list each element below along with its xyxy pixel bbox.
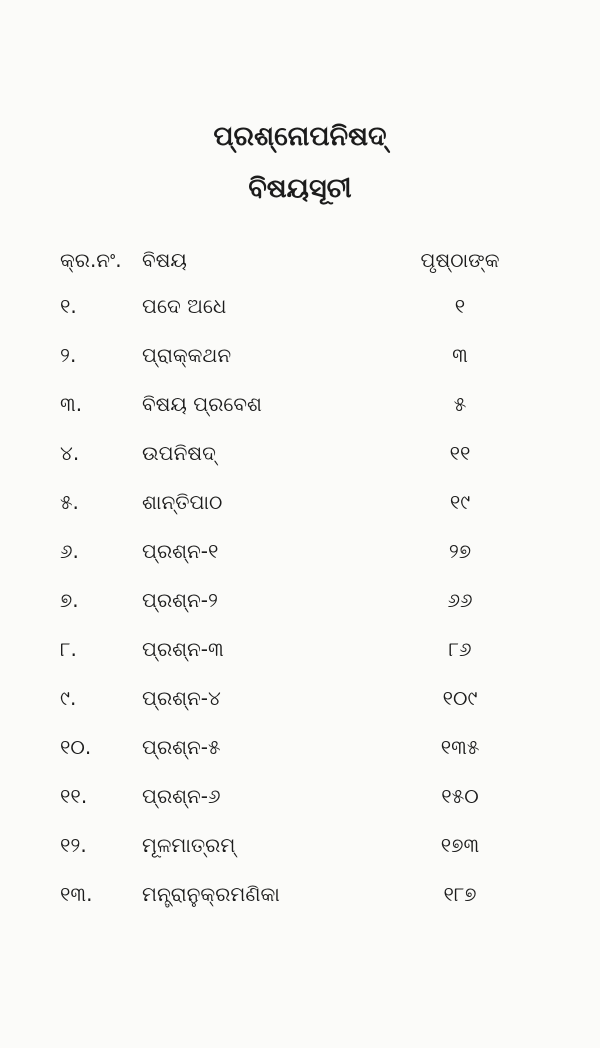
row-page: ୧	[454, 294, 466, 318]
table-row	[0, 436, 600, 470]
table-row	[0, 583, 600, 617]
table-row	[0, 779, 600, 813]
row-subject: ପଦେ ଅଧେ	[142, 294, 227, 318]
table-row	[0, 632, 600, 666]
row-subject: ପ୍ରଶ୍ନ-୪	[142, 686, 221, 710]
row-number: ୧୦.	[60, 735, 92, 759]
row-number: ୮.	[60, 637, 77, 661]
row-page: ୧୭୩	[440, 833, 480, 857]
table-row	[0, 828, 600, 862]
header-number: କ୍ର.ନଂ.	[60, 248, 122, 272]
row-number: ୬.	[60, 539, 79, 563]
row-number: ୪.	[60, 441, 80, 465]
book-title: ପ୍ରଶ୍ନୋପନିଷଦ୍	[213, 121, 387, 152]
table-row	[0, 730, 600, 764]
row-subject: ଉପନିଷଦ୍	[142, 441, 216, 465]
row-page: ୧୯	[449, 490, 471, 514]
header-page: ପୃଷ୍ଠାଙ୍କ	[420, 248, 500, 272]
row-page: ୩	[452, 343, 468, 367]
row-subject: ପ୍ରାକ୍‌କଥନ	[142, 343, 232, 367]
row-subject: ପ୍ରଶ୍ନ-୨	[142, 588, 218, 612]
contents-heading: ବିଷୟସୂଚୀ	[248, 173, 352, 204]
row-subject: ପ୍ରଶ୍ନ-୫	[142, 735, 221, 759]
table-row	[0, 534, 600, 568]
table-row	[0, 338, 600, 372]
table-row	[0, 681, 600, 715]
table-header-row	[0, 243, 600, 277]
row-number: ୩.	[60, 392, 83, 416]
table-row	[0, 289, 600, 323]
row-page: ୮୬	[448, 637, 472, 661]
row-page: ୧୧	[449, 441, 471, 465]
table-row	[0, 485, 600, 519]
row-subject: ପ୍ରଶ୍ନ-୬	[142, 784, 221, 808]
row-subject: ମନ୍ତ୍ରାନୁକ୍ରମଣିକା	[142, 882, 280, 906]
row-number: ୯.	[60, 686, 77, 710]
table-row	[0, 387, 600, 421]
row-number: ୫.	[60, 490, 79, 514]
row-number: ୨.	[60, 343, 77, 367]
row-subject: ପ୍ରଶ୍ନ-୩	[142, 637, 224, 661]
row-subject: ମୂଳମାତ୍ରମ୍	[142, 833, 236, 857]
row-page: ୬୬	[447, 588, 473, 612]
row-number: ୧୧.	[60, 784, 88, 808]
row-subject: ବିଷୟ ପ୍ରବେଶ	[142, 392, 262, 416]
row-page: ୫	[453, 392, 467, 416]
table-row	[0, 877, 600, 911]
row-number: ୧୩.	[60, 882, 93, 906]
row-page: ୧୦୯	[442, 686, 478, 710]
row-page: ୧୮୭	[443, 882, 477, 906]
row-page: ୧୩୫	[440, 735, 480, 759]
row-number: ୧୨.	[60, 833, 87, 857]
header-subject: ବିଷୟ	[142, 248, 187, 272]
row-subject: ଶାନ୍ତିପାଠ	[142, 490, 223, 514]
row-page: ୧୫୦	[441, 784, 479, 808]
row-number: ୭.	[60, 588, 79, 612]
row-subject: ପ୍ରଶ୍ନ-୧	[142, 539, 219, 563]
row-page: ୨୭	[448, 539, 472, 563]
row-number: ୧.	[60, 294, 77, 318]
